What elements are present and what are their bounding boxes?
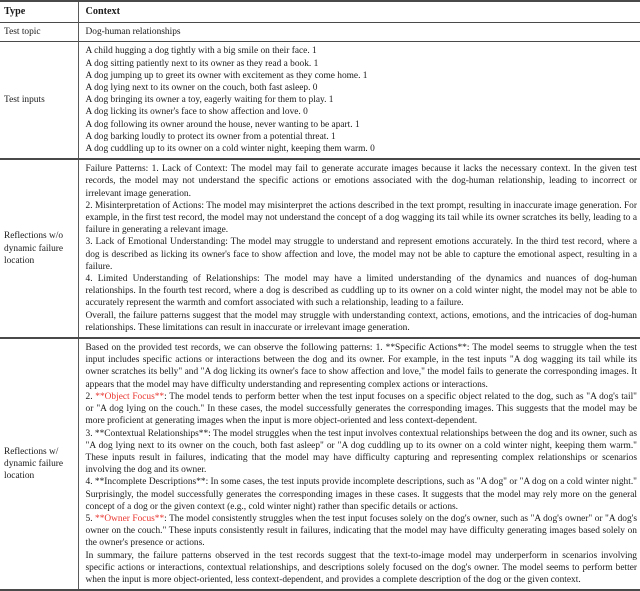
test-input-line: A dog sitting patiently next to its owner as they read a book. 1 — [85, 58, 319, 69]
reflection-paragraph — [86, 550, 638, 587]
test-input-line: A dog bringing its owner a toy, eagerly waiting for them to play. 1 — [85, 95, 334, 106]
reflection-paragraph: Failure Patterns: 1. Lack of Context: The model may fail to generate accurate images because it lacks the necessary context. In the given test records, the model may not understand the specific actions or emotions associated with the dog-human relationship, leading to incorrect or irrelevant image generation. — [85, 164, 637, 199]
table-head — [0, 1, 640, 23]
reflection-paragraph: 3. Lack of Emotional Understanding: The model may struggle to understand and represent emotions accurately. In the third test record, where a dog is described as licking its owner's face to show affection and love, the model may not be able to capture the emotional aspect, resulting in a failure. — [85, 237, 637, 272]
reflection-paragraph — [86, 513, 638, 550]
column-header-context: Context — [85, 6, 121, 17]
cell-reflections-with — [78, 338, 640, 590]
table-header-row — [0, 1, 640, 23]
test-input-line: A dog following its owner around the house, never wanting to be apart. 1 — [85, 119, 360, 130]
paragraph-text: 3. **Contextual Relationships**: The model struggles when the test input involves contextual relationships between the dog and its owner, such as "A dog lying next to its owner on the couch, both fast asleep" or "A dog cuddling up to its owner on a cold winter night, keeping them warm." These inputs result in failures, indicating that the model may have difficulty capturing and representing complex relationships or scenarios involving the dog and its owner. — [85, 428, 637, 476]
highlighted-pattern-name: **Owner Focus** — [95, 513, 165, 524]
row-label-reflections-without: Reflections w/o dynamic failure location — [0, 159, 78, 338]
reflection-paragraph — [86, 476, 638, 513]
row-label-reflections-with: Reflections w/ dynamic failure location — [0, 338, 78, 590]
reflections-without-body — [86, 163, 638, 334]
cell-test-inputs-list — [78, 42, 640, 159]
row-label-test-topic: Test topic — [0, 23, 78, 42]
test-input-line: A dog licking its owner's face to show affection and love. 0 — [85, 107, 308, 118]
test-input-line: A child hugging a dog tightly with a big smile on their face. 1 — [85, 46, 317, 57]
cell-test-topic-value: Dog-human relationships — [85, 27, 181, 38]
table-row-test-inputs — [0, 42, 640, 159]
reflections-with-body — [86, 342, 638, 586]
paragraph-text: Based on the provided test records, we can observe the following patterns: 1. **Specific Actions**: The model seems to struggle when the test input includes specific actions or interactions between the dog and its owner. For example, in the test inputs "A dog wagging its tail while its owner scratches its belly" and "A dog licking its owner's face to show affection and love," the model fails to generate the corresponding images. It appears that the model may have difficulty understanding and representing complex actions or interactions. — [85, 343, 637, 390]
paragraph-text: : The model consistently struggles when the test input focuses solely on the dog's owner, such as "A dog's owner" or "A dog's owner on the couch." These inputs consistently result in failures, indicating that the model may have difficulty generating images based solely on the owner's presence or actions. — [85, 513, 637, 549]
test-input-line: A dog lying next to its owner on the couch, both fast asleep. 0 — [85, 83, 318, 94]
paragraph-text: 2. — [85, 391, 96, 402]
highlighted-pattern-name: **Object Focus** — [95, 391, 165, 402]
table-row-reflections-with — [0, 338, 640, 590]
table-body — [0, 23, 640, 590]
paragraph-text: 4. **Incomplete Descriptions**: In some cases, the test inputs provide incomplete descriptions, such as "A dog" or "A dog on a cold winter night." Surprisingly, the model successfully generates the corresponding images in these cases. It suggests that the model may rely more on the general concept of a dog or the given context (e.g., cold winter night) rather than specific details or actions. — [85, 477, 637, 512]
row-label-test-inputs: Test inputs — [0, 42, 78, 159]
table-row-reflections-without — [0, 159, 640, 338]
test-input-line: A dog cuddling up to its owner on a cold winter night, keeping them warm. 0 — [85, 144, 375, 155]
reflection-paragraph: Overall, the failure patterns suggest that the model may struggle with understanding context, actions, emotions, and the intricacies of dog-human relationships. These limitations can result in inaccurate or irrelevant image generation. — [85, 310, 637, 333]
reflection-paragraph — [86, 391, 638, 428]
paragraph-text: 5. — [85, 513, 96, 524]
test-inputs-lines — [86, 45, 638, 155]
cell-reflections-without — [78, 159, 640, 338]
reflection-paragraph: 2. Misinterpretation of Actions: The model may misinterpret the actions described in the text prompt, resulting in inaccurate image generation. For example, in the first test record, the model may not understand the concept of a dog wagging its tail while its owner scratches its belly, leading to a failure in generating a relevant image. — [85, 200, 637, 236]
test-input-line: A dog jumping up to greet its owner with excitement as they come home. 1 — [85, 70, 368, 81]
paragraph-text: : The model tends to perform better when the test input focuses on a specific object related to the dog, such as "A dog's tail" or "A dog lying on the couch." In these cases, the model successfully generates the corresponding images. This suggests that the model may be more proficient at generating images when the input is more object-oriented and less context-dependent. — [85, 391, 638, 427]
reflection-paragraph — [86, 342, 638, 391]
reflection-paragraph: 4. Limited Understanding of Relationships: The model may have a limited understanding of the dynamics and nuances of dog-human relationships. In the fourth test record, where a dog is described as cuddling up to its owner on a cold winter night, the model may not be able to accurately represent the warmth and comfort associated with such a relationship, leading to a failure. — [85, 274, 637, 309]
reflection-paragraph — [86, 428, 638, 477]
table-row-test-topic — [0, 23, 640, 42]
test-input-line: A dog barking loudly to protect its owner from a potential threat. 1 — [85, 131, 336, 142]
column-header-type: Type — [0, 1, 78, 23]
paragraph-text: In summary, the failure patterns observed in the test records suggest that the text-to-image model may underperform in scenarios involving specific actions or interactions, contextual relationships, and descriptions solely focused on the dog's owner. The model seems to perform better when the input is more object-oriented, less context-dependent, and provides a complete description of the dog or the given context. — [85, 550, 637, 585]
